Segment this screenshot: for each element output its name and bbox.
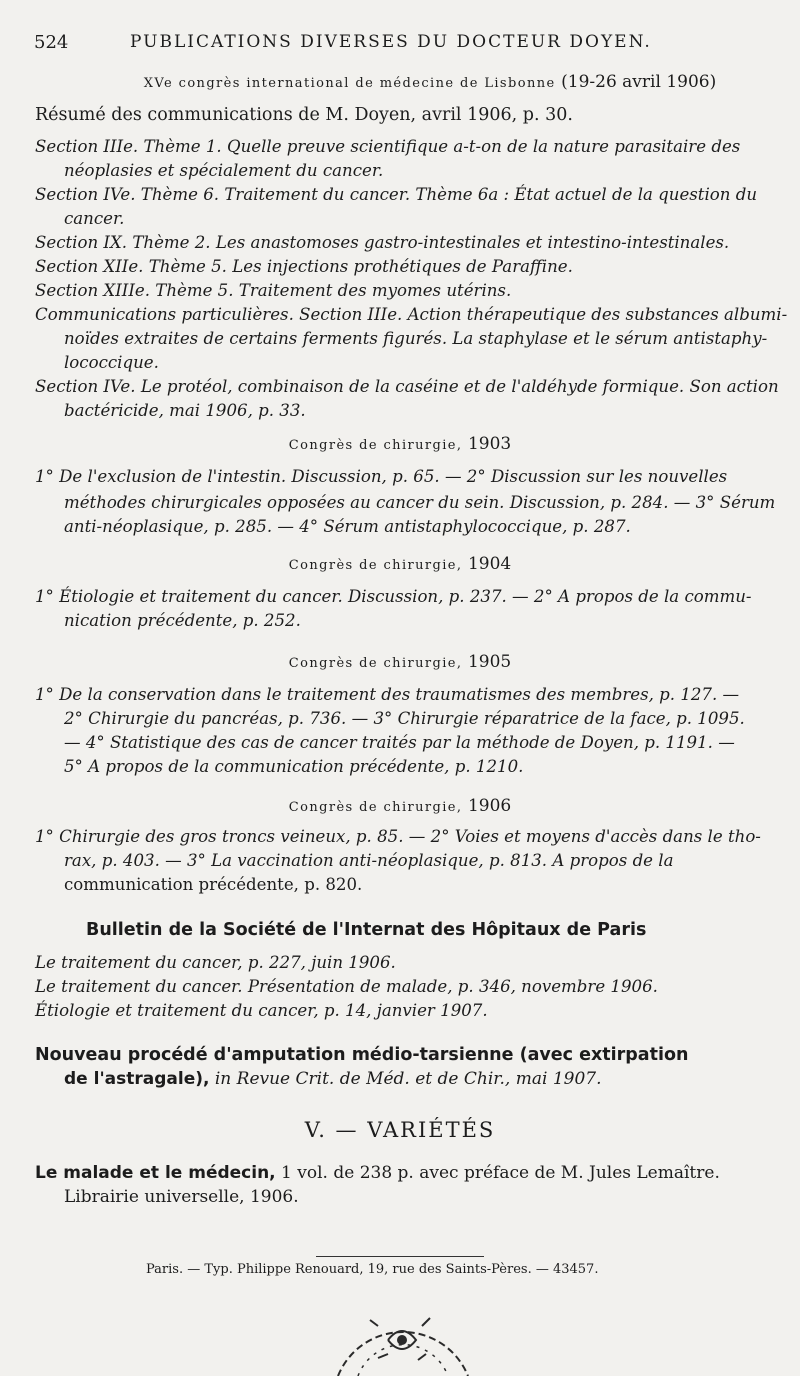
entry-line: méthodes chirurgicales opposées au cancer du sein. Discussion, p. 284. — 3° Sérum bbox=[64, 493, 776, 512]
bulletin-line: Le traitement du cancer. Présentation de malade, p. 346, novembre 1906. bbox=[35, 977, 658, 996]
lisbonne-entry-line bbox=[64, 328, 770, 350]
lisbonne-entry-line bbox=[35, 184, 770, 206]
lisbonne-entry-line bbox=[35, 376, 779, 398]
lisbonne-entry-line bbox=[35, 256, 770, 278]
lisbonne-entry-line bbox=[35, 304, 788, 326]
entry-line: — 4° Statistique des cas de cancer traités par la méthode de Doyen, p. 1191. — bbox=[64, 733, 735, 752]
entry-text: néoplasies et spécialement du cancer. bbox=[64, 161, 384, 180]
section-heading-1903 bbox=[0, 434, 800, 454]
section-label: Section XIIe. Thème 5. bbox=[35, 257, 227, 276]
procede-title-line2: de l'astragale), bbox=[64, 1069, 210, 1089]
section-label: Section IIIe. Thème 1. bbox=[35, 137, 222, 156]
procede-title-line1: Nouveau procédé d'amputation médio-tarsienne (avec extirpation bbox=[35, 1045, 689, 1065]
lisbonne-entry-line bbox=[64, 352, 770, 374]
lisbonne-entry-line bbox=[64, 160, 770, 182]
heading-text: XVe congrès international de médecine de Lisbonne bbox=[143, 76, 556, 91]
lisbonne-entry-line bbox=[35, 136, 770, 158]
section-heading-lisbonne bbox=[60, 72, 800, 92]
entry-text: Traitement des myomes utérins. bbox=[238, 281, 512, 300]
varietes-rest: 1 vol. de 238 p. avec préface de M. Jules Lemaître. bbox=[275, 1163, 720, 1183]
section-label: Section XIIIe. Thème 5. bbox=[35, 281, 234, 300]
heading-text: Congrès de chirurgie, bbox=[288, 800, 463, 815]
entry-text: cancer. bbox=[64, 209, 125, 228]
running-head: PUBLICATIONS DIVERSES DU DOCTEUR DOYEN. bbox=[130, 32, 652, 52]
entry-line: 1° Chirurgie des gros troncs veineux, p. 85. — 2° Voies et moyens d'accès dans le tho- bbox=[35, 827, 761, 846]
heading-text: Congrès de chirurgie, bbox=[288, 656, 463, 671]
entry-text: Action thérapeutique des substances albumi- bbox=[407, 305, 788, 324]
page-number: 524 bbox=[34, 32, 69, 53]
heading-year: 1903 bbox=[467, 434, 512, 454]
entry-line: 1° De la conservation dans le traitement des traumatismes des membres, p. 127. — bbox=[35, 685, 740, 704]
lisbonne-entry-line bbox=[64, 400, 770, 422]
entry-line: 1° Étiologie et traitement du cancer. Discussion, p. 237. — 2° A propos de la commu- bbox=[35, 587, 752, 606]
heading-text: Congrès de chirurgie, bbox=[288, 438, 463, 453]
entry-line: communication précédente, p. 820. bbox=[64, 875, 363, 894]
resume-line: Résumé des communications de M. Doyen, avril 1906, p. 30. bbox=[35, 105, 573, 125]
section-heading-1904 bbox=[0, 554, 800, 574]
section-label: Section IVe. bbox=[35, 377, 136, 396]
entry-text: Les anastomoses gastro-intestinales et intestino-intestinales. bbox=[215, 233, 730, 252]
varietes-title: Le malade et le médecin, bbox=[35, 1163, 276, 1183]
lisbonne-entry-line bbox=[64, 208, 770, 230]
section-label: Section IX. Thème 2. bbox=[35, 233, 211, 252]
page-header bbox=[34, 26, 770, 56]
entry-line: nication précédente, p. 252. bbox=[64, 611, 301, 630]
varietes-line2: Librairie universelle, 1906. bbox=[64, 1187, 299, 1207]
bulletin-line: Étiologie et traitement du cancer, p. 14, janvier 1907. bbox=[35, 1001, 488, 1020]
entry-line: rax, p. 403. — 3° La vaccination anti-néoplasique, p. 813. A propos de la bbox=[64, 851, 674, 870]
imprint-line: Paris. — Typ. Philippe Renouard, 19, rue des Saints-Pères. — 43457. bbox=[146, 1262, 599, 1277]
entry-text: noïdes extraites de certains ferments figurés. La staphylase et le sérum antistaphy- bbox=[64, 329, 768, 348]
procede-tail: in Revue Crit. de Méd. et de Chir., mai 1907. bbox=[209, 1069, 602, 1089]
library-stamp-icon bbox=[318, 1230, 488, 1376]
section-label: Communications particulières. Section IIIe. bbox=[35, 305, 403, 324]
lisbonne-entry-line bbox=[35, 280, 770, 302]
bulletin-line: Le traitement du cancer, p. 227, juin 1906. bbox=[35, 953, 396, 972]
heading-year: 1906 bbox=[467, 796, 512, 816]
entry-line: 1° De l'exclusion de l'intestin. Discussion, p. 65. — 2° Discussion sur les nouvelles bbox=[35, 467, 728, 486]
lisbonne-entry-line bbox=[35, 232, 770, 254]
bulletin-title: Bulletin de la Société de l'Internat des Hôpitaux de Paris bbox=[86, 920, 647, 940]
entry-text: Les injections prothétiques de Paraffine. bbox=[232, 257, 573, 276]
section-heading-1906 bbox=[0, 796, 800, 816]
entry-line: 2° Chirurgie du pancréas, p. 736. — 3° Chirurgie réparatrice de la face, p. 1095. bbox=[64, 709, 745, 728]
entry-line: anti-néoplasique, p. 285. — 4° Sérum antistaphylococcique, p. 287. bbox=[64, 517, 631, 536]
varietes-line1 bbox=[35, 1162, 770, 1184]
section-heading-1905 bbox=[0, 652, 800, 672]
heading-year: 1904 bbox=[467, 554, 512, 574]
heading-year: 1905 bbox=[467, 652, 512, 672]
section-label: Section IVe. Thème 6. bbox=[35, 185, 220, 204]
entry-text: Traitement du cancer. Thème 6a : État actuel de la question du bbox=[224, 185, 758, 204]
entry-text: bactéricide, mai 1906, p. 33. bbox=[64, 401, 306, 420]
varietes-heading: V. — VARIÉTÉS bbox=[304, 1118, 496, 1142]
entry-text: lococcique. bbox=[64, 353, 159, 372]
heading-dates: (19-26 avril 1906) bbox=[561, 72, 717, 92]
heading-text: Congrès de chirurgie, bbox=[288, 558, 463, 573]
procede-line2 bbox=[64, 1068, 770, 1090]
entry-text: Quelle preuve scientifique a-t-on de la nature parasitaire des bbox=[226, 137, 741, 156]
entry-line: 5° A propos de la communication précédente, p. 1210. bbox=[64, 757, 524, 776]
entry-text: Le protéol, combinaison de la caséine et de l'aldéhyde formique. Son action bbox=[140, 377, 779, 396]
